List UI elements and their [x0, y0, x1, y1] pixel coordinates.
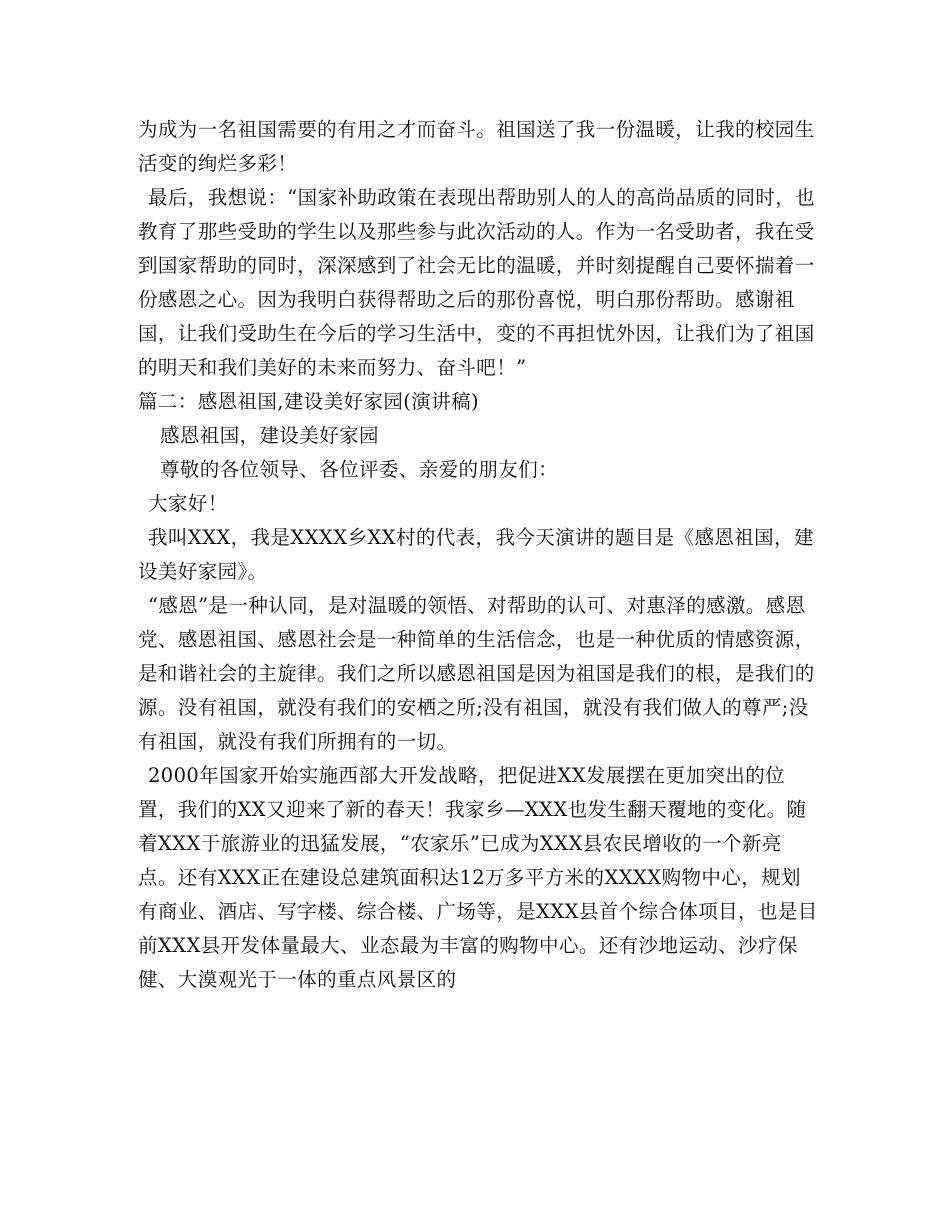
- section-heading: 篇二：感恩祖国,建设美好家园(演讲稿): [138, 390, 480, 413]
- speech-title: 感恩祖国，建设美好家园: [160, 424, 379, 447]
- paragraph-continuation: 为成为一名祖国需要的有用之才而奋斗。祖国送了我一份温暖，让我的校园生活变的绚烂多彩！: [138, 118, 815, 175]
- document-body: [138, 113, 818, 997]
- greeting: 大家好！: [148, 492, 228, 515]
- paragraph-gratitude: “感恩”是一种认同，是对温暖的领悟、对帮助的认可、对惠泽的感激。感恩党、感恩祖国、感恩社会是一种简单的生活信念，也是一种优质的情感资源，是和谐社会的主旋律。我们之所以感恩祖国是因为祖国是我们的根，是我们的源。没有祖国，就没有我们的安栖之所;没有祖国，就没有我们做人的尊严;没有祖国，就没有我们所拥有的一切。: [138, 594, 815, 753]
- paragraph-development: 2000年国家开始实施西部大开发战略，把促进XX发展摆在更加突出的位置，我们的XX又迎来了新的春天！我家乡—XXX也发生翻天覆地的变化。随着XXX于旅游业的迅猛发展，“农家乐”已成为XXX县农民增收的一个新亮点。还有XXX正在建设总建筑面积达12万多平方米的XXXX购物中心，规划有商业、酒店、写字楼、综合楼、广场等，是XXX县首个综合体项目，也是目前XXX县开发体量最大、业态最为丰富的购物中心。还有沙地运动、沙疗保健、大漠观光于一体的重点风景区的: [138, 764, 818, 991]
- paragraph-closing-remarks: 最后，我想说：“国家补助政策在表现出帮助别人的人的高尚品质的同时，也教育了那些受助的学生以及那些参与此次活动的人。作为一名受助者，我在受到国家帮助的同时，深深感到了社会无比的温暖，并时刻提醒自己要怀揣着一份感恩之心。因为我明白获得帮助之后的那份喜悦，明白那份帮助。感谢祖国，让我们受助生在今后的学习生活中，变的不再担忧外因，让我们为了祖国的明天和我们美好的未来而努力、奋斗吧！”: [138, 186, 816, 379]
- paragraph-introduction: 我叫XXX，我是XXXX乡XX村的代表，我今天演讲的题目是《感恩祖国，建设美好家园》。: [138, 526, 814, 583]
- salutation: 尊敬的各位领导、各位评委、亲爱的朋友们：: [160, 458, 559, 481]
